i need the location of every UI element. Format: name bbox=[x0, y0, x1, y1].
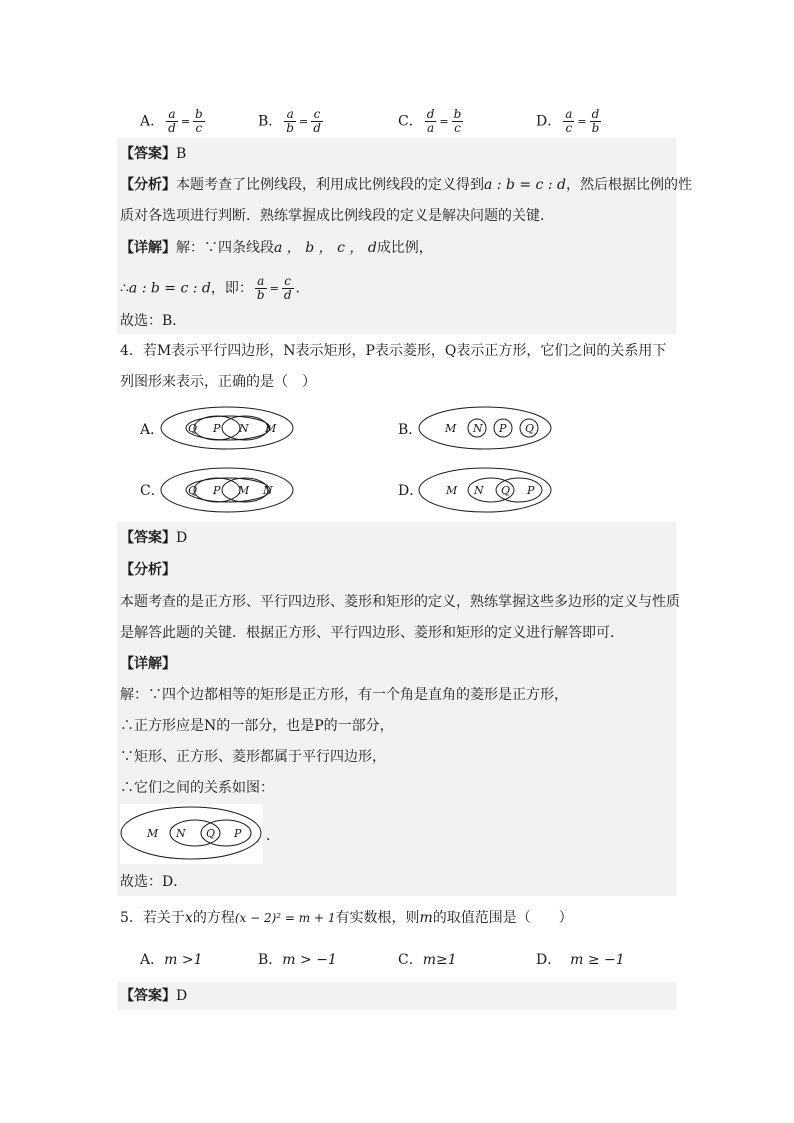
q4-detail-tag: 【详解】 bbox=[120, 656, 176, 672]
q4-conclusion: 故选：D． bbox=[120, 874, 188, 890]
q3-analysis-line-1: 【分析】本题考查了比例线段，利用成比例线段的定义得到a : b = c : d，然后根据比例的性 bbox=[120, 177, 692, 193]
diagram-letter: N bbox=[263, 484, 273, 497]
q4-option-c-diagram[interactable] bbox=[160, 466, 300, 516]
q4-stem-line-2: 列图形来表示，正确的是（ ） bbox=[120, 374, 316, 390]
q3-detail-line-2: ∴a : b = c : d，即： $\frac{a}{b}$ = $\frac{c}{d}$ ． bbox=[120, 274, 310, 302]
q5-option-d[interactable]: D． m ≥ −1 bbox=[536, 952, 625, 968]
diagram-letter: M bbox=[238, 484, 250, 497]
q4-detail-line-4: ∴它们之间的关系如图： bbox=[120, 780, 274, 796]
q3-answer: 【答案】B bbox=[120, 146, 187, 162]
q5-answer-block bbox=[117, 982, 676, 1010]
fraction: $\frac{a}{d}$ bbox=[168, 107, 176, 135]
q5-option-c[interactable]: C．m≥1 bbox=[398, 952, 457, 968]
q3-analysis-line-2: 质对各选项进行判断．熟练掌握成比例线段的定义是解决问题的关键． bbox=[120, 208, 554, 224]
q4-detail-line-1: 解：∵四个边都相等的矩形是正方形，有一个角是直角的菱形是正方形， bbox=[120, 687, 568, 703]
diagram-letter: P bbox=[499, 422, 507, 435]
q4-answer: 【答案】D bbox=[120, 530, 188, 546]
fraction: $\frac{a}{b}$ bbox=[286, 107, 294, 135]
fraction: $\frac{b}{c}$ bbox=[453, 107, 462, 135]
fraction: $\frac{a}{c}$ bbox=[565, 107, 573, 135]
q3-solution-block bbox=[117, 138, 676, 334]
diagram-letter: Q bbox=[206, 827, 216, 840]
q4-analysis-tag: 【分析】 bbox=[120, 562, 176, 578]
q3-conclusion: 故选：B． bbox=[120, 313, 187, 329]
diagram-letter: M bbox=[445, 422, 457, 435]
q4-figure-period: ． bbox=[266, 828, 280, 844]
q5-stem: 5．若关于x的方程(x − 2)² = m + 1有实数根，则m的取值范围是（ ） bbox=[120, 910, 573, 926]
fraction: $\frac{c}{d}$ bbox=[313, 107, 321, 135]
q5-option-b[interactable]: B．m > −1 bbox=[258, 952, 337, 968]
diagram-letter: Q bbox=[525, 422, 535, 435]
diagram-letter: M bbox=[265, 422, 277, 435]
diagram-letter: N bbox=[473, 422, 483, 435]
q5-option-a[interactable]: A．m >1 bbox=[140, 952, 203, 968]
fraction: $\frac{b}{c}$ bbox=[195, 107, 203, 135]
q4-detail-line-3: ∵矩形、正方形、菱形都属于平行四边形， bbox=[120, 749, 386, 765]
q3-option-b[interactable]: B． $\frac{a}{b}$ = $\frac{c}{d}$ bbox=[258, 107, 321, 135]
q4-option-d-diagram[interactable] bbox=[418, 466, 558, 516]
diagram-letter: N bbox=[176, 827, 186, 840]
q4-stem-line-1: 4．若M表示平行四边形，N表示矩形，P表示菱形，Q表示正方形，它们之间的关系用下 bbox=[120, 343, 667, 359]
diagram-letter: Q bbox=[188, 422, 198, 435]
diagram-letter: P bbox=[234, 827, 242, 840]
q4-option-c-label[interactable]: C． bbox=[140, 483, 165, 499]
diagram-letter: P bbox=[527, 484, 535, 497]
q5-answer: 【答案】D bbox=[120, 988, 188, 1004]
q4-option-b-diagram[interactable] bbox=[418, 405, 558, 455]
q4-relationship-figure bbox=[120, 806, 265, 862]
diagram-letter: Q bbox=[501, 484, 511, 497]
diagram-letter: P bbox=[213, 484, 221, 497]
q4-option-b-label[interactable]: B． bbox=[398, 422, 423, 438]
fraction: $\frac{d}{a}$ bbox=[426, 107, 435, 135]
q3-option-c[interactable]: C． $\frac{d}{a}$ = $\frac{b}{c}$ bbox=[398, 107, 462, 135]
q4-detail-line-2: ∴正方形应是N的一部分，也是P的一部分， bbox=[120, 718, 394, 734]
q3-detail-line-1: 【详解】解：∵四条线段a ， b ， c ， d成比例， bbox=[120, 240, 433, 256]
q4-option-a-diagram[interactable] bbox=[160, 405, 300, 455]
q4-analysis-line-1: 本题考查的是正方形、平行四边形、菱形和矩形的定义，熟练掌握这些多边形的定义与性质 bbox=[120, 594, 680, 610]
diagram-letter: M bbox=[446, 484, 458, 497]
q4-analysis-line-2: 是解答此题的关键．根据正方形、平行四边形、菱形和矩形的定义进行解答即可． bbox=[120, 625, 624, 641]
fraction: $\frac{c}{d}$ bbox=[283, 274, 292, 302]
fraction: $\frac{a}{b}$ bbox=[256, 274, 265, 302]
diagram-letter: N bbox=[474, 484, 484, 497]
diagram-letter: Q bbox=[188, 484, 198, 497]
diagram-letter: M bbox=[147, 827, 159, 840]
diagram-letter: N bbox=[239, 422, 249, 435]
q3-option-d[interactable]: D． $\frac{a}{c}$ = $\frac{d}{b}$ bbox=[536, 107, 600, 135]
fraction: $\frac{d}{b}$ bbox=[591, 107, 600, 135]
diagram-letter: P bbox=[213, 422, 221, 435]
q4-option-a-label[interactable]: A． bbox=[140, 422, 165, 438]
q3-option-a[interactable]: A． $\frac{a}{d}$ = $\frac{b}{c}$ bbox=[140, 107, 203, 135]
q4-option-d-label[interactable]: D． bbox=[398, 483, 424, 499]
